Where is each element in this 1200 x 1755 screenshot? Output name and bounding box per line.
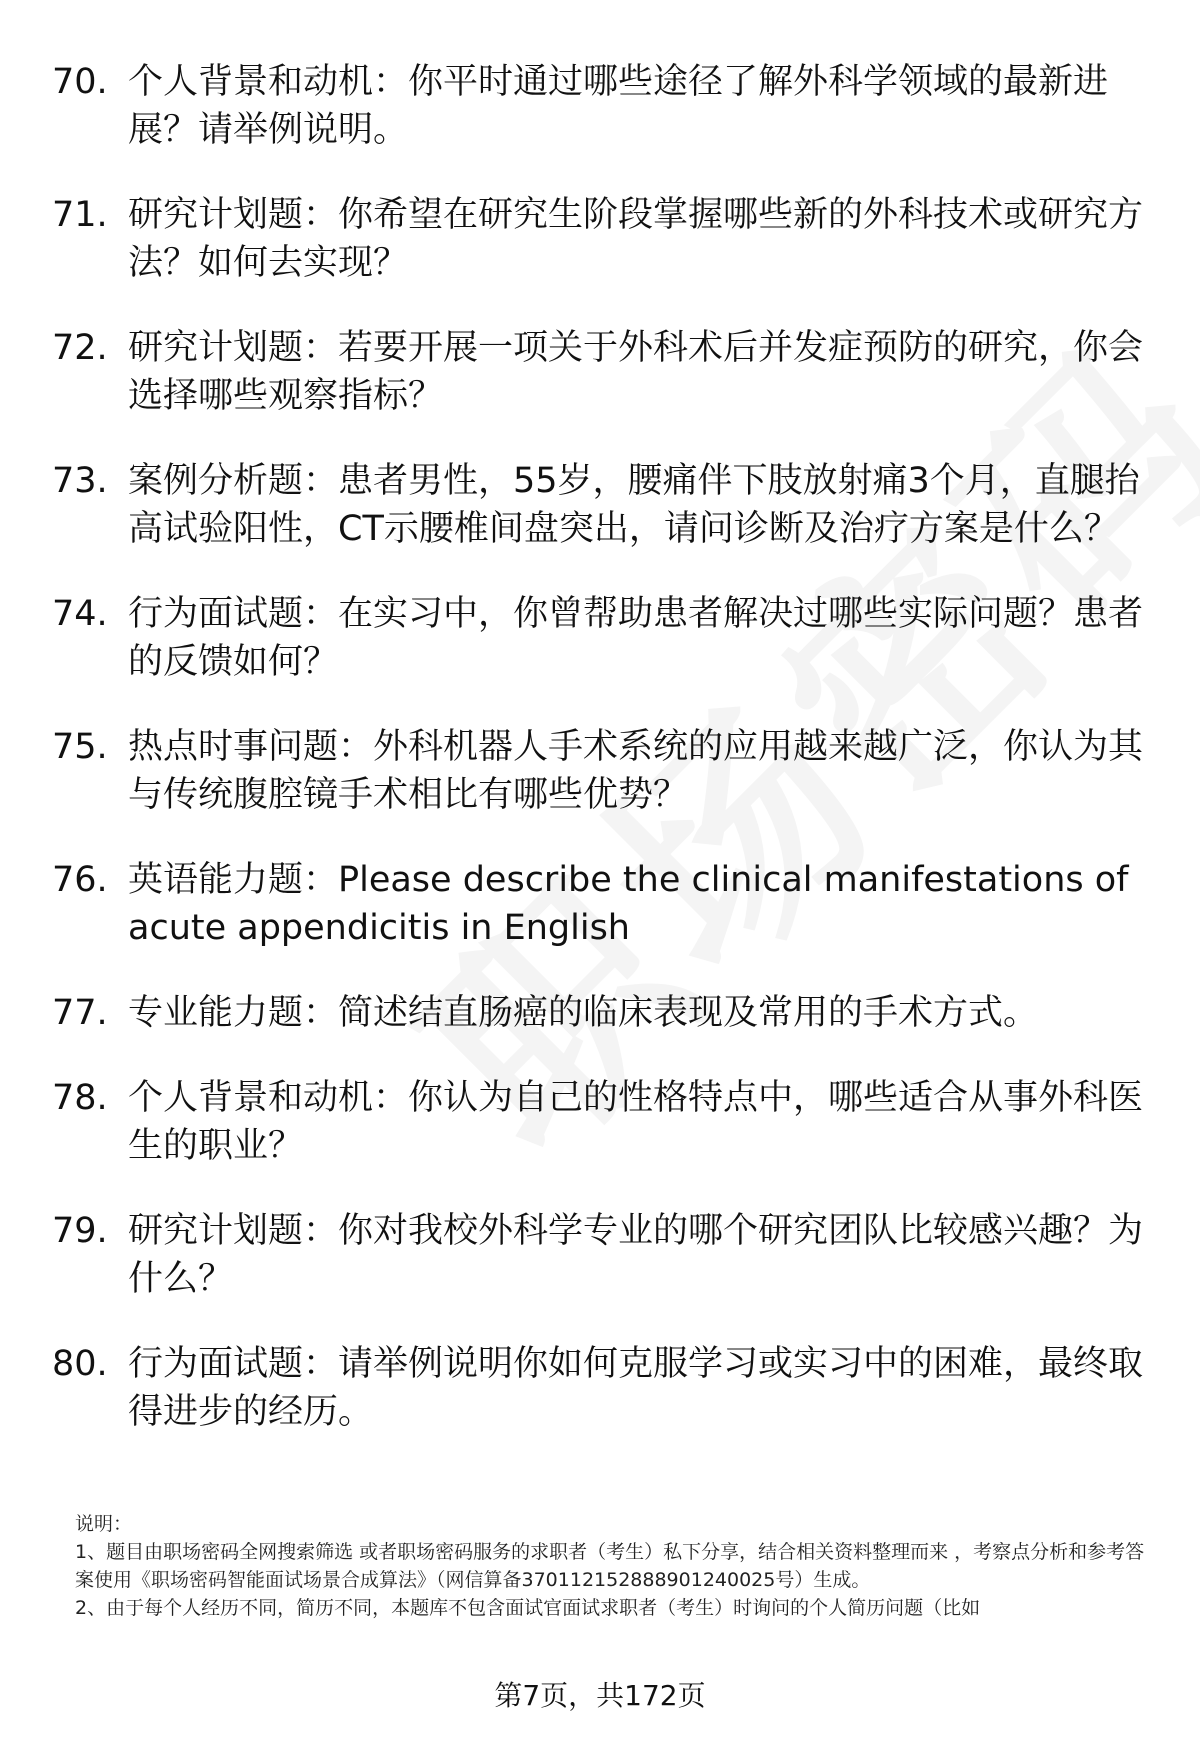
notes-item: 2、由于每个人经历不同，简历不同，本题库不包含面试官面试求职者（考生）时询问的个人简历问题（比如 xyxy=(75,1597,981,1619)
question-number: 72. xyxy=(52,328,108,368)
question-item xyxy=(52,989,1162,1037)
question-text: 热点时事问题：外科机器人手术系统的应用越来越广泛，你认为其与传统腹腔镜手术相比有哪些优势？ xyxy=(128,727,1144,815)
question-number: 73. xyxy=(52,461,108,501)
question-text: 研究计划题：你希望在研究生阶段掌握哪些新的外科技术或研究方法？如何去实现？ xyxy=(128,195,1144,283)
question-text: 个人背景和动机：你认为自己的性格特点中，哪些适合从事外科医生的职业？ xyxy=(128,1078,1144,1166)
question-item xyxy=(52,1207,1162,1303)
question-number: 76. xyxy=(52,860,108,900)
question-item xyxy=(52,590,1162,686)
question-number: 77. xyxy=(52,993,108,1033)
question-list xyxy=(52,58,1162,1473)
page-number: 第7页，共172页 xyxy=(494,1679,706,1712)
question-number: 70. xyxy=(52,62,108,102)
question-item xyxy=(52,1340,1162,1436)
question-number: 75. xyxy=(52,727,108,767)
question-text: 行为面试题：在实习中，你曾帮助患者解决过哪些实际问题？患者的反馈如何？ xyxy=(128,594,1144,682)
question-number: 78. xyxy=(52,1078,108,1118)
question-text: 案例分析题：患者男性，55岁，腰痛伴下肢放射痛3个月，直腿抬高试验阳性，CT示腰椎间盘突出，请问诊断及治疗方案是什么？ xyxy=(128,461,1140,549)
question-number: 71. xyxy=(52,195,108,235)
question-item xyxy=(52,723,1162,819)
question-text: 行为面试题：请举例说明你如何克服学习或实习中的困难，最终取得进步的经历。 xyxy=(128,1344,1144,1432)
question-item xyxy=(52,457,1162,553)
question-item xyxy=(52,1074,1162,1170)
question-number: 74. xyxy=(52,594,108,634)
question-text: 研究计划题：若要开展一项关于外科术后并发症预防的研究，你会选择哪些观察指标？ xyxy=(128,328,1144,416)
question-text: 英语能力题：Please describe the clinical manifestations of acute appendicitis in English xyxy=(128,860,1129,948)
question-text: 个人背景和动机：你平时通过哪些途径了解外科学领域的最新进展？请举例说明。 xyxy=(128,62,1109,150)
notes-item: 1、题目由职场密码全网搜索筛选 或者职场密码服务的求职者（考生）私下分享，结合相关资料整理而来 ，考察点分析和参考答案使用《职场密码智能面试场景合成算法》（网信算备370112152888901240025号）生成。 xyxy=(75,1541,1145,1591)
question-number: 79. xyxy=(52,1211,108,1251)
notes-section xyxy=(75,1510,1155,1622)
question-item xyxy=(52,856,1162,952)
question-text: 研究计划题：你对我校外科学专业的哪个研究团队比较感兴趣？为什么？ xyxy=(128,1211,1144,1299)
question-item xyxy=(52,191,1162,287)
question-number: 80. xyxy=(52,1344,108,1384)
question-item xyxy=(52,58,1162,154)
question-text: 专业能力题：简述结直肠癌的临床表现及常用的手术方式。 xyxy=(128,993,1039,1033)
question-item xyxy=(52,324,1162,420)
notes-heading: 说明： xyxy=(75,1513,133,1535)
